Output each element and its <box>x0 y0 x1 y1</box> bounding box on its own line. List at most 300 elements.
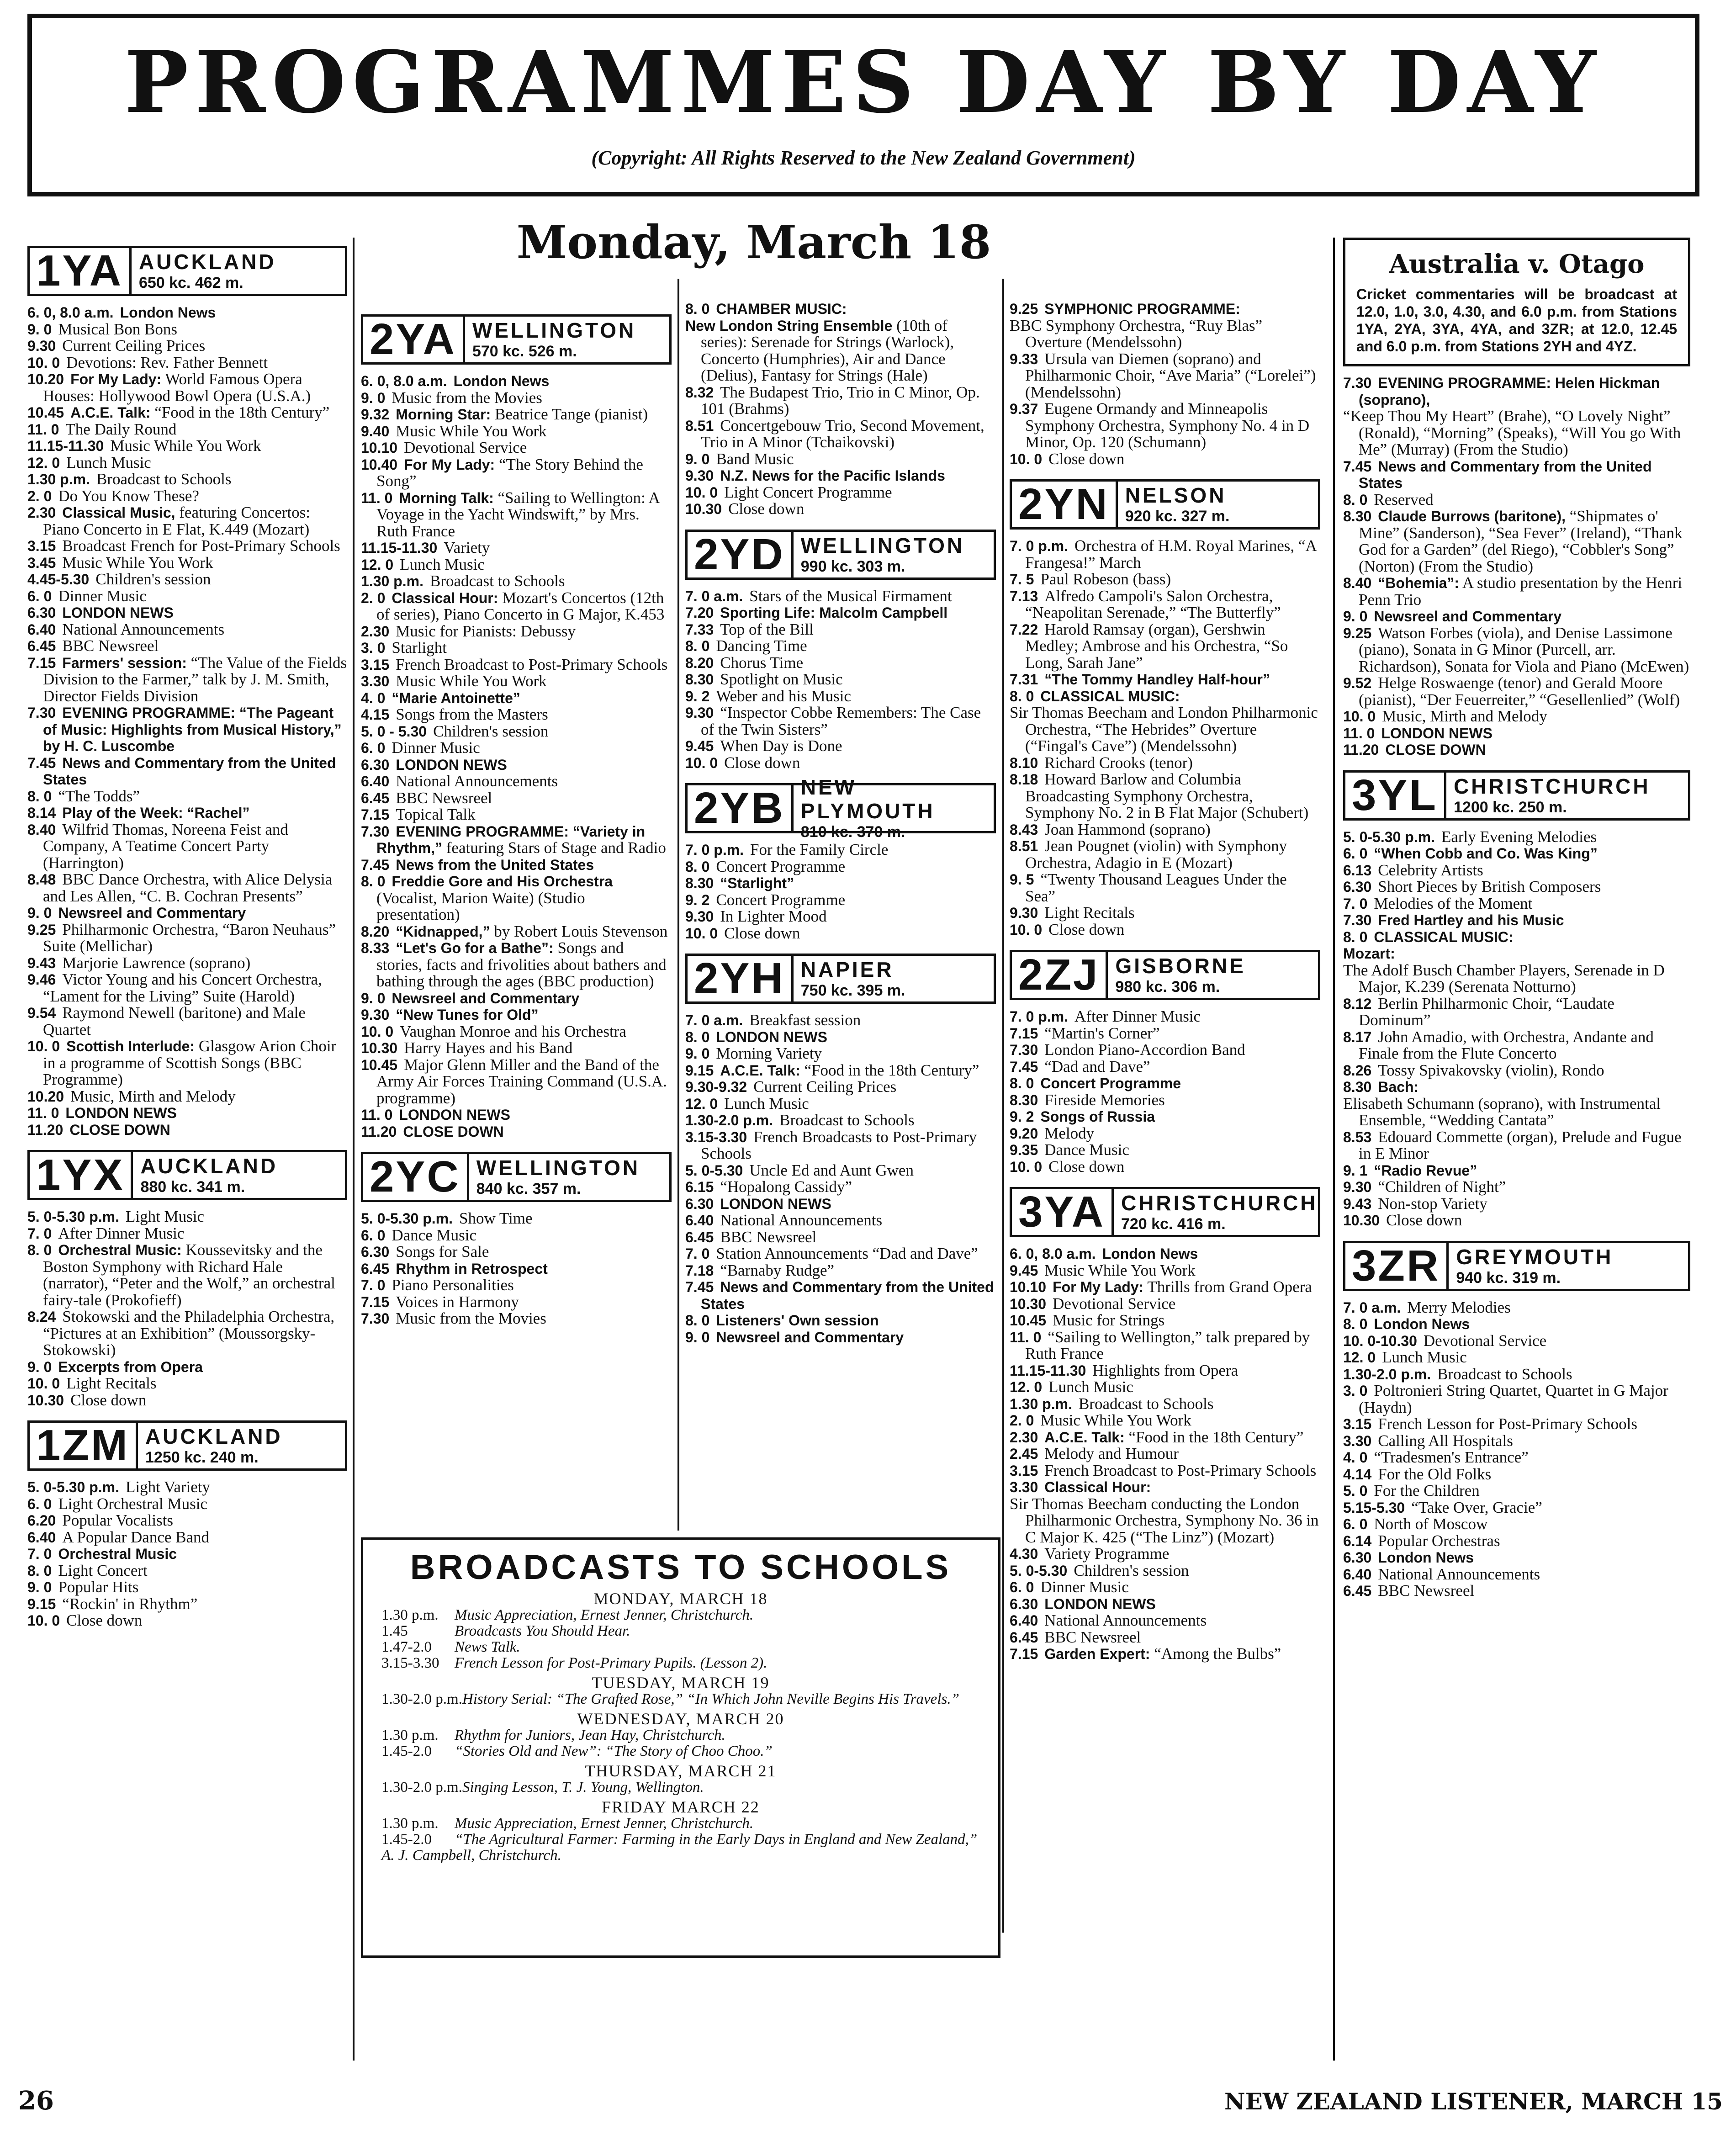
programme-item <box>1343 1549 1690 1566</box>
programme-description: Concert Programme <box>716 890 846 909</box>
programme-item <box>361 673 672 690</box>
programme-time: 8.32 <box>685 384 714 401</box>
broadcasts-to-schools-box <box>361 1537 1000 1958</box>
programme-description: “The Value of the Fields Division to the Farmer,” talk by J. M. Smith, Director Fields Division <box>43 653 347 705</box>
programme-time: 3.30 <box>1343 1432 1372 1449</box>
programme-time: 7.15 <box>27 654 56 671</box>
station-frequency: 1250 kc. 240 m. <box>145 1449 259 1466</box>
programme-description: Spotlight on Music <box>720 670 843 688</box>
programme-highlight: Freddie Gore and His Orchestra <box>392 873 613 890</box>
programme-description: Vaughan Monroe and his Orchestra <box>400 1022 626 1040</box>
programme-time: 2.30 <box>361 623 390 640</box>
programme-item <box>685 467 996 484</box>
programme-description: SYMPHONIC PROGRAMME: <box>1044 301 1240 317</box>
programme-item <box>1010 1579 1320 1596</box>
programme-time: 9. 0 <box>27 1358 52 1375</box>
programme-list <box>1343 829 1690 1229</box>
programme-time: 2.45 <box>1010 1446 1038 1462</box>
programme-description: Melody <box>1044 1124 1095 1142</box>
programme-item <box>1343 1583 1690 1600</box>
programme-item <box>1343 1499 1690 1516</box>
programme-description: BBC Dance Orchestra, with Alice Delysia and Les Allen, “C. B. Cochran Presents” <box>43 870 333 905</box>
programme-list <box>685 1012 996 1346</box>
programme-time: 7. 0 a.m. <box>685 1012 743 1028</box>
programme-item <box>685 738 996 755</box>
schools-description: Music Appreciation, Ernest Jenner, Christchurch. <box>455 1815 754 1832</box>
programme-description: Fireside Memories <box>1044 1091 1165 1109</box>
station-city: NEW PLYMOUTH <box>800 775 935 823</box>
programme-time: 8.51 <box>685 417 714 434</box>
programme-time: 7.13 <box>1010 588 1038 604</box>
programme-time: 10. 0 <box>361 1023 394 1040</box>
station-logo <box>27 1150 347 1200</box>
programme-item <box>27 504 347 538</box>
programme-item <box>361 640 672 657</box>
programme-description: BBC Newsreel <box>396 789 492 807</box>
programme-time: 9.30 <box>361 1007 390 1023</box>
programme-item <box>1010 755 1320 772</box>
programme-description: Short Pieces by British Composers <box>1378 878 1601 895</box>
programme-time: 11. 0 <box>1010 1329 1042 1346</box>
masthead-banner <box>27 14 1699 196</box>
programme-time: 10.30 <box>1010 1295 1047 1312</box>
programme-time: 12. 0 <box>685 1095 718 1112</box>
programme-description: National Announcements <box>62 620 225 638</box>
programme-item <box>27 1005 347 1038</box>
programme-time: 3.15 <box>27 538 56 554</box>
programme-item <box>685 384 996 418</box>
programme-time: 11.20 <box>361 1123 397 1140</box>
programme-time: 6.45 <box>1010 1629 1038 1646</box>
programme-description: Concert Programme <box>716 857 846 875</box>
programme-item <box>685 1062 996 1079</box>
programme-item <box>685 1196 996 1213</box>
programme-time: 7.20 <box>685 604 714 621</box>
programme-time: 7. 0 p.m. <box>685 842 744 858</box>
station-call-sign: 1ZM <box>30 1423 138 1468</box>
schools-item <box>381 1743 980 1759</box>
programme-description: “Sailing to Wellington: A Voyage in the Yacht Windswift,” by Mrs. Ruth France <box>376 488 659 540</box>
programme-time: 9. 0 <box>361 389 386 406</box>
programme-description: Helge Roswaenge (tenor) and Gerald Moore (pianist), “Der Feuerreiter,” “Gesellenlied” (Wolf) <box>1359 674 1680 709</box>
programme-time: 11.20 <box>27 1121 64 1138</box>
programme-item <box>685 1012 996 1029</box>
programme-time: 6.30 <box>1343 879 1372 895</box>
programme-description: LONDON NEWS <box>65 1105 177 1121</box>
programme-item <box>685 1245 996 1262</box>
programme-time: 8.26 <box>1343 1062 1372 1079</box>
programme-description: Current Ceiling Prices <box>62 337 206 355</box>
programme-description: Poltronieri String Quartet, Quartet in G Major (Haydn) <box>1359 1382 1668 1416</box>
programme-item <box>27 705 347 755</box>
programme-time: 8. 0 <box>1010 1075 1034 1091</box>
programme-description: Harold Ramsay (organ), Gershwin Medley; Ambrose and his Orchestra, “So Long, Sarah Jane” <box>1025 620 1288 672</box>
programme-item <box>685 1229 996 1246</box>
schools-time: 1.30-2.0 p.m. <box>381 1779 462 1796</box>
station-block <box>685 301 996 518</box>
programme-time: 5. 0-5.30 p.m. <box>27 1208 119 1225</box>
programme-item <box>1010 451 1320 468</box>
programme-time: 10.30 <box>361 1040 398 1056</box>
programme-item <box>27 805 347 821</box>
programme-description: featuring Stars of Stage and Radio <box>446 839 666 857</box>
programme-time: 9.43 <box>1343 1195 1372 1212</box>
programme-highlight: For My Lady: <box>1053 1279 1144 1295</box>
programme-time: 1.30 p.m. <box>27 471 90 487</box>
programme-item <box>1343 1416 1690 1433</box>
programme-description: French Broadcast to Post-Primary Schools <box>396 655 668 673</box>
schools-time: 1.45 <box>381 1623 408 1639</box>
programme-description: “Keep Thou My Heart” (Brahe), “O Lovely Night” (Ronald), “Morning” (Speaks), “Will You go With Me” (Murray) (From the Studio) <box>1343 407 1681 458</box>
programme-description: Classical Hour: <box>1044 1479 1151 1495</box>
programme-item <box>1343 1349 1690 1366</box>
programme-description: Concert Programme <box>1040 1075 1181 1091</box>
station-info <box>469 1154 640 1200</box>
programme-description: For the Old Folks <box>1378 1465 1492 1483</box>
programme-item <box>1010 905 1320 922</box>
schools-day-heading: MONDAY, MARCH 18 <box>593 1589 768 1608</box>
programme-time: 6. 0 <box>27 1495 52 1512</box>
station-call-sign: 3YL <box>1345 773 1446 818</box>
programme-item <box>27 1208 347 1225</box>
programme-description: Mozart: <box>1343 945 1395 962</box>
programme-description: Music While You Work <box>396 422 547 440</box>
programme-description: Celebrity Artists <box>1378 861 1483 879</box>
programme-description: “Children of Night” <box>1378 1178 1506 1196</box>
programme-time: 1.30 p.m. <box>361 573 423 589</box>
programme-description: The Adolf Busch Chamber Players, Serenade in D Major, K.239 (Serenata Notturno) <box>1343 961 1665 996</box>
programme-time: 9.40 <box>361 423 390 440</box>
programme-time: 6.40 <box>685 1212 714 1229</box>
programme-description: Dinner Music <box>392 739 480 757</box>
programme-item <box>27 1122 347 1139</box>
programme-description: Wilfrid Thomas, Noreena Feist and Company, A Teatime Concert Party (Harrington) <box>43 820 288 872</box>
programme-time: 5. 0-5.30 <box>1010 1562 1068 1579</box>
programme-item <box>1010 588 1320 621</box>
programme-description: Close down <box>724 924 800 942</box>
programme-item <box>361 823 672 857</box>
station-block <box>1343 770 1690 1229</box>
programme-item <box>361 806 672 823</box>
programme-description: Beatrice Tange (pianist) <box>495 405 648 423</box>
column-5 <box>1343 238 1690 1611</box>
station-frequency: 720 kc. 416 m. <box>1121 1215 1226 1233</box>
station-logo <box>361 1152 672 1202</box>
programme-time: 6.30 <box>361 756 390 773</box>
programme-description: Melodies of the Moment <box>1374 894 1533 912</box>
programme-description: Popular Orchestras <box>1378 1531 1500 1550</box>
programme-description: A Popular Dance Band <box>62 1528 210 1546</box>
programme-item <box>27 471 347 488</box>
programme-description: Variety <box>444 539 490 556</box>
programme-description: Music While You Work <box>62 553 213 572</box>
station-info <box>1118 482 1230 527</box>
station-info <box>1446 773 1651 818</box>
programme-time: 4. 0 <box>1343 1449 1368 1466</box>
station-frequency: 840 kc. 357 m. <box>476 1180 581 1197</box>
programme-highlight: Farmers' session: <box>62 654 187 671</box>
programme-item <box>361 1007 672 1023</box>
programme-description: National Announcements <box>720 1211 883 1229</box>
programme-item <box>27 555 347 572</box>
programme-item <box>1010 922 1320 938</box>
station-city: WELLINGTON <box>476 1156 640 1180</box>
programme-list <box>361 373 672 1140</box>
programme-item <box>1010 1546 1320 1563</box>
programme-item <box>1343 575 1690 608</box>
programme-list <box>361 1210 672 1327</box>
programme-description: N.Z. News for the Pacific Islands <box>720 467 945 484</box>
station-logo <box>361 314 672 365</box>
programme-description: Glasgow Arion Choir in a programme of Scottish Songs (BBC Programme) <box>43 1037 337 1088</box>
programme-time: 5. 0-5.30 p.m. <box>361 1210 453 1227</box>
programme-time: 12. 0 <box>1010 1379 1043 1395</box>
programme-item <box>685 318 996 384</box>
programme-item <box>685 1045 996 1062</box>
schools-time: 1.45-2.0 <box>381 1831 432 1848</box>
programme-time: 6. 0, 8.0 a.m. <box>1010 1245 1096 1262</box>
programme-time: 9.30 <box>685 908 714 925</box>
programme-time: 5. 0 - 5.30 <box>361 723 427 740</box>
programme-time: 7.33 <box>685 621 714 638</box>
programme-item <box>685 621 996 638</box>
schools-time: 1.45-2.0 <box>381 1743 432 1759</box>
schools-item <box>381 1816 980 1832</box>
programme-description: Close down <box>66 1611 143 1629</box>
programme-time: 7. 0 <box>27 1225 52 1242</box>
programme-item <box>1343 879 1690 895</box>
programme-time: 10.30 <box>1343 1212 1380 1229</box>
programme-description: Play of the Week: “Rachel” <box>62 805 250 821</box>
station-call-sign: 1YA <box>30 248 132 294</box>
station-city: WELLINGTON <box>472 318 636 342</box>
programme-time: 6. 0, 8.0 a.m. <box>27 304 114 321</box>
programme-item <box>27 355 347 371</box>
programme-item <box>361 1023 672 1040</box>
programme-time: 8.30 <box>685 875 714 891</box>
station-frequency: 810 kc. 370 m. <box>800 823 905 841</box>
programme-item <box>1343 1483 1690 1499</box>
programme-time: 9.45 <box>1010 1262 1038 1279</box>
programme-time: 11. 0 <box>27 421 59 438</box>
programme-time: 9.30 <box>685 705 714 721</box>
programme-time: 10.40 <box>361 456 398 473</box>
station-logo <box>685 775 996 841</box>
programme-description: Starlight <box>392 639 447 657</box>
programme-item <box>27 1546 347 1563</box>
programme-highlight: “Kidnapped,” <box>396 923 490 940</box>
programme-item <box>685 1129 996 1162</box>
programme-item <box>1343 1433 1690 1450</box>
programme-time: 10. 0 <box>685 754 718 771</box>
programme-time: 10. 0 <box>685 484 718 501</box>
programme-time: 9.52 <box>1343 675 1372 691</box>
programme-item <box>1010 1042 1320 1059</box>
programme-time: 10. 0 <box>1010 450 1043 467</box>
programme-time: 9. 0 <box>685 1329 710 1346</box>
programme-description: Light Music <box>125 1208 205 1225</box>
programme-description: “The Story Behind the Song” <box>376 455 643 490</box>
programme-description: Elisabeth Schumann (soprano), with Instrumental Ensemble, “Wedding Cantata” <box>1343 1094 1661 1129</box>
programme-time: 12. 0 <box>1343 1349 1376 1366</box>
programme-item <box>1010 1059 1320 1076</box>
programme-item <box>361 490 672 540</box>
station-city: GREYMOUTH <box>1456 1245 1614 1269</box>
programme-description: Voices in Harmony <box>396 1293 519 1311</box>
schools-time: 1.47-2.0 <box>381 1639 432 1655</box>
programme-description: LONDON NEWS <box>720 1195 831 1212</box>
cricket-notice-box <box>1343 238 1690 366</box>
programme-list <box>1010 1008 1320 1175</box>
programme-description: CLASSICAL MUSIC: <box>1040 688 1180 705</box>
programme-description: Popular Hits <box>58 1578 139 1596</box>
station-city: CHRISTCHURCH <box>1121 1191 1318 1215</box>
programme-time: 8.30 <box>1343 508 1372 525</box>
programme-time: 7. 0 a.m. <box>1343 1299 1401 1316</box>
programme-time: 6. 0 <box>1010 1579 1034 1595</box>
programme-item <box>27 1359 347 1376</box>
programme-description: Variety Programme <box>1044 1545 1170 1563</box>
programme-description: “Inspector Cobbe Remembers: The Case of the Twin Sisters” <box>701 704 981 738</box>
programme-description: Koussevitsky and the Boston Symphony with Richard Hale (narrator), “Peter and the Wolf,” an orchestral fairy-tale (Prokofieff) <box>43 1241 335 1309</box>
programme-item <box>361 990 672 1007</box>
programme-time: 10. 0 <box>27 1612 60 1629</box>
programme-description: Music, Mirth and Melody <box>1382 707 1547 725</box>
station-call-sign: 2YN <box>1012 482 1118 527</box>
programme-item <box>361 757 672 774</box>
programme-item <box>27 1225 347 1242</box>
programme-item <box>685 484 996 501</box>
programme-list <box>27 1479 347 1629</box>
programme-time: 6.45 <box>361 789 390 806</box>
programme-description: Musical Bon Bons <box>58 320 177 338</box>
programme-time: 8. 0 <box>685 1312 710 1329</box>
schools-day-heading: TUESDAY, MARCH 19 <box>592 1674 770 1692</box>
programme-time: 10.10 <box>1010 1279 1047 1295</box>
programme-time: 6.45 <box>27 638 56 654</box>
programme-item <box>1343 742 1690 758</box>
programme-time: 11.15-11.30 <box>361 540 438 556</box>
programme-description: BBC Symphony Orchestra, “Ruy Blas” Overture (Mendelssohn) <box>1010 316 1263 351</box>
programme-highlight: Orchestral Music: <box>58 1242 182 1258</box>
programme-item <box>1010 871 1320 905</box>
programme-description: Do You Know These? <box>58 487 199 505</box>
station-call-sign: 3ZR <box>1345 1243 1449 1289</box>
programme-time: 9. 0 <box>685 450 710 467</box>
programme-time: 9.46 <box>27 971 56 988</box>
programme-item <box>27 1596 347 1613</box>
programme-description: Stokowski and the Philadelphia Orchestra, “Pictures at an Exhibition” (Moussorgsky-Stokowski) <box>43 1308 335 1359</box>
programme-item <box>1010 1312 1320 1329</box>
programme-description: “Food in the 18th Century” <box>804 1061 979 1079</box>
programme-item <box>27 1512 347 1529</box>
day-heading: Monday, March 18 <box>516 215 991 269</box>
programme-item <box>27 1242 347 1309</box>
schools-description: History Serial: “The Grafted Rose,” “In Which John Neville Begins His Travels.” <box>462 1691 959 1707</box>
schools-time: 1.30 p.m. <box>381 1607 439 1623</box>
programme-description: National Announcements <box>1044 1611 1207 1629</box>
station-logo <box>685 954 996 1004</box>
programme-description: “Twenty Thousand Leagues Under the Sea” <box>1025 870 1287 905</box>
programme-item <box>685 705 996 738</box>
programme-description: Children's session <box>95 570 211 588</box>
programme-item <box>1343 1316 1690 1333</box>
programme-description: “Shipmates o' Mine” (Sanderson), “Sea Fever” (Ireland), “Thank God for a Garden” (del Riego), “Cobbler's Song” (Norton) (From the Studio) <box>1359 507 1683 575</box>
programme-item <box>685 638 996 655</box>
programme-time: 8.33 <box>361 940 390 956</box>
programme-item <box>685 1279 996 1312</box>
station-frequency: 750 kc. 395 m. <box>800 982 905 999</box>
programme-time: 9.30 <box>685 467 714 484</box>
programme-time: 9.25 <box>1010 301 1038 317</box>
programme-item <box>1010 1142 1320 1159</box>
station-block <box>1343 375 1690 758</box>
programme-item <box>1343 675 1690 708</box>
programme-time: 7.30 <box>1343 375 1372 391</box>
programme-time: 8.48 <box>27 871 56 888</box>
programme-item <box>361 723 672 740</box>
station-logo <box>685 530 996 580</box>
programme-time: 10. 0 <box>27 354 60 371</box>
programme-item <box>361 1294 672 1311</box>
programme-highlight: Classical Hour: <box>392 589 498 606</box>
programme-item <box>1343 962 1690 996</box>
programme-item <box>685 892 996 909</box>
programme-item <box>685 925 996 942</box>
programme-time: 8.30 <box>1343 1079 1372 1095</box>
programme-time: 6.13 <box>1343 862 1372 879</box>
programme-description: Newsreel and Commentary <box>58 905 246 921</box>
column-rule <box>353 238 355 2061</box>
programme-time: 7.30 <box>361 823 390 840</box>
page-title: PROGRAMMES DAY BY DAY <box>124 32 1603 132</box>
column-4 <box>1010 292 1320 1674</box>
programme-description: Dinner Music <box>1040 1578 1129 1596</box>
programme-time: 9. 0 <box>27 321 52 338</box>
station-block <box>27 1420 347 1629</box>
programme-item <box>1010 1008 1320 1025</box>
programme-item <box>1010 1092 1320 1109</box>
station-frequency: 880 kc. 341 m. <box>140 1178 245 1196</box>
programme-description: Songs of Russia <box>1040 1108 1155 1125</box>
programme-description: Lunch Music <box>1048 1378 1133 1396</box>
programme-time: 9. 0 <box>361 990 386 1007</box>
programme-time: 8.30 <box>685 671 714 688</box>
programme-item <box>27 821 347 872</box>
station-info <box>794 775 994 841</box>
programme-description: Devotions: Rev. Father Bennett <box>66 353 268 371</box>
programme-item <box>1010 1612 1320 1629</box>
station-logo <box>1010 950 1320 1000</box>
station-block <box>1343 1241 1690 1600</box>
programme-time: 7.15 <box>361 1293 390 1310</box>
station-call-sign: 3YA <box>1012 1189 1114 1235</box>
programme-time: 6.30 <box>685 1195 714 1212</box>
programme-item <box>361 406 672 423</box>
schools-time: 3.15-3.30 <box>381 1655 439 1671</box>
programme-description: Light Recitals <box>1044 904 1135 922</box>
programme-list <box>27 1208 347 1409</box>
programme-description: Lunch Music <box>66 453 151 472</box>
programme-description: Non-stop Variety <box>1378 1194 1487 1213</box>
programme-time: 6.30 <box>361 1244 390 1260</box>
programme-item <box>1010 1245 1320 1262</box>
programme-item <box>27 488 347 505</box>
schools-day-heading: THURSDAY, MARCH 21 <box>585 1762 777 1780</box>
schools-description: French Lesson for Post-Primary Pupils. (Lesson 2). <box>455 1655 767 1671</box>
programme-description: “Tradesmen's Entrance” <box>1374 1448 1529 1466</box>
programme-time: 7.30 <box>1010 1042 1038 1058</box>
